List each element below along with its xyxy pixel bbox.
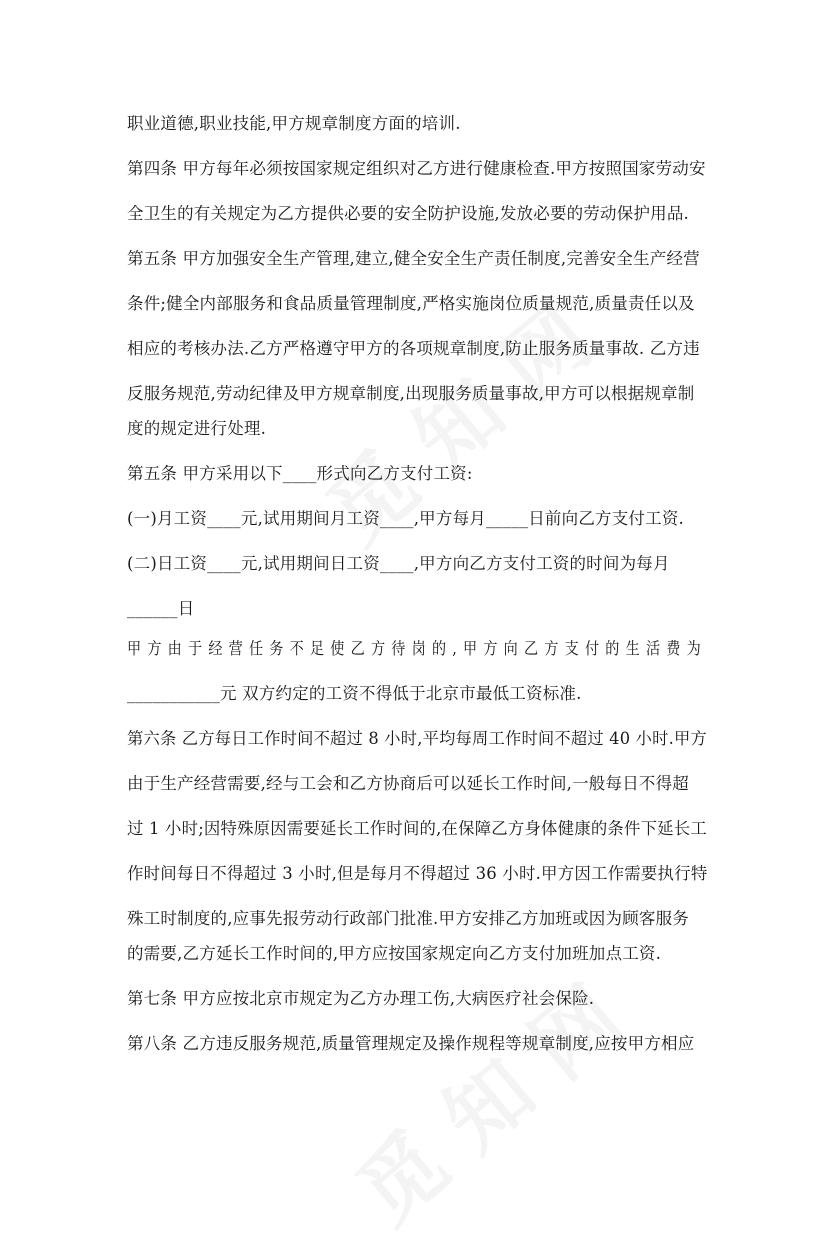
text-line: 甲方由于经营任务不足使乙方待岗的,甲方向乙方支付的生活费为: [127, 639, 707, 658]
text-line: ___________元 双方约定的工资不得低于北京市最低工资标准.: [127, 684, 582, 703]
text-line: 殊工时制度的,应事先报劳动行政部门批准.甲方安排乙方加班或因为顾客服务: [127, 909, 689, 928]
text-line: 第五条 甲方加强安全生产管理,建立,健全安全生产责任制度,完善安全生产经营: [127, 249, 700, 268]
text-line: 第四条 甲方每年必须按国家规定组织对乙方进行健康检查.甲方按照国家劳动安: [127, 159, 706, 178]
text-line: 作时间每日不得超过 3 小时,但是每月不得超过 36 小时.甲方因工作需要执行特: [127, 864, 708, 883]
text-line: ______日: [127, 599, 195, 618]
text-line: 反服务规范,劳动纪律及甲方规章制度,出现服务质量事故,甲方可以根据规章制: [127, 384, 695, 403]
text-line: 过 1 小时;因特殊原因需要延长工作时间的,在保障乙方身体健康的条件下延长工: [127, 819, 707, 838]
text-line: 第八条 乙方违反服务规范,质量管理规定及操作规程等规章制度,应按甲方相应: [127, 1034, 695, 1053]
text-line: 条件;健全内部服务和食品质量管理制度,严格实施岗位质量规范,质量责任以及: [127, 294, 695, 313]
text-line: 职业道德,职业技能,甲方规章制度方面的培训.: [127, 114, 461, 133]
text-line: 全卫生的有关规定为乙方提供必要的安全防护设施,发放必要的劳动保护用品.: [127, 204, 689, 223]
text-line: 第七条 甲方应按北京市规定为乙方办理工伤,大病医疗社会保险.: [127, 989, 595, 1008]
text-line: 第五条 甲方采用以下____形式向乙方支付工资:: [127, 464, 473, 483]
text-line: (二)日工资____元,试用期间日工资____,甲方向乙方支付工资的时间为每月: [127, 554, 670, 573]
text-line: 由于生产经营需要,经与工会和乙方协商后可以延长工作时间,一般每日不得超: [127, 774, 689, 793]
text-line: 的需要,乙方延长工作时间的,甲方应按国家规定向乙方支付加班加点工资.: [127, 944, 662, 963]
text-line: 相应的考核办法.乙方严格遵守甲方的各项规章制度,防止服务质量事故. 乙方违: [127, 339, 700, 358]
text-line: (一)月工资____元,试用期间月工资____,甲方每月_____日前向乙方支付工资.: [127, 509, 684, 528]
text-line: 第六条 乙方每日工作时间不超过 8 小时,平均每周工作时间不超过 40 小时.甲方: [127, 729, 707, 748]
text-line: 度的规定进行处理.: [127, 419, 267, 438]
